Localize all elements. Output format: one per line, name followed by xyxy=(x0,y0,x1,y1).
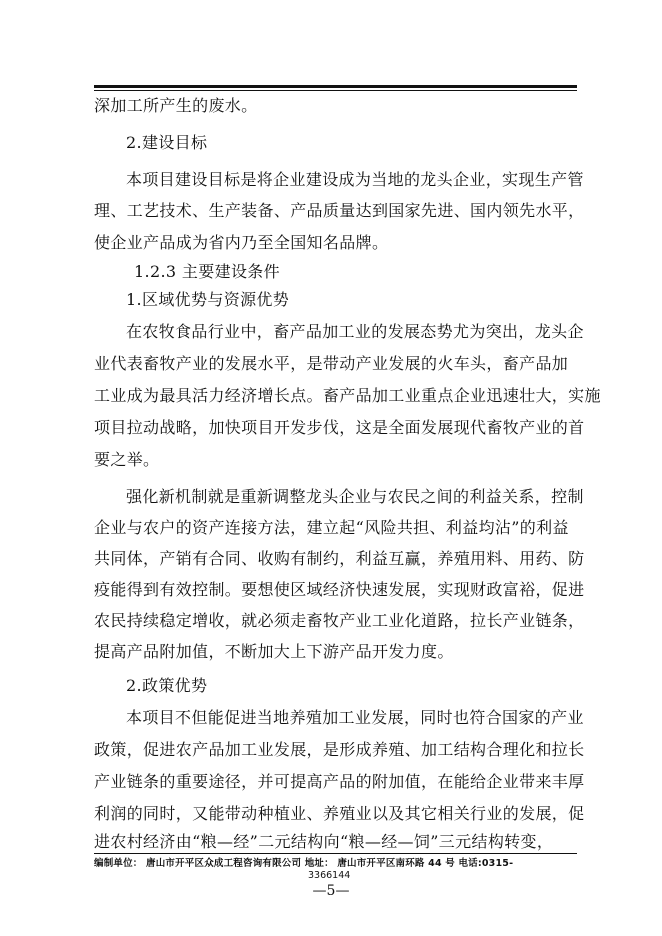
text-line: 使企业产品成为省内乃至全国知名品牌。 xyxy=(94,233,389,252)
text-line: 政策，促进农产品加工业发展，是形成养殖、加工结构合理化和拉长 xyxy=(94,740,585,759)
text-line: 理、工艺技术、生产装备、产品质量达到国家先进、国内领先水平， xyxy=(94,201,585,220)
text-line: 要之举。 xyxy=(94,450,160,469)
text-line: 在农牧食品行业中，畜产品加工业的发展态势尤为突出，龙头企 xyxy=(126,322,584,341)
header-rule-thin xyxy=(94,90,577,91)
page-number: —5— xyxy=(312,883,350,899)
text-line: 本项目建设目标是将企业建设成为当地的龙头企业，实现生产管 xyxy=(126,170,584,189)
section-heading: 2.政策优势 xyxy=(126,676,208,695)
subsection-heading: 1.2.3 主要建设条件 xyxy=(134,262,280,281)
text-line: 提高产品附加值，不断加大上下游产品开发力度。 xyxy=(94,642,454,661)
text-line: 深加工所产生的废水。 xyxy=(94,96,258,115)
text-line: 疫能得到有效控制。要想使区域经济快速发展，实现财政富裕，促进 xyxy=(94,580,585,599)
text-line: 企业与农户的资产连接方法，建立起“风险共担、利益均沾”的利益 xyxy=(94,518,569,537)
text-line: 工业成为最具活力经济增长点。畜产品加工业重点企业迅速壮大，实施 xyxy=(94,386,601,405)
section-heading: 1.区域优势与资源优势 xyxy=(126,290,290,309)
text-line: 强化新机制就是重新调整龙头企业与农民之间的利益关系，控制 xyxy=(126,487,584,506)
text-line: 项目拉动战略，加快项目开发步伐，这是全面发展现代畜牧产业的首 xyxy=(94,418,585,437)
footer-info: 编制单位： 唐山市开平区众成工程咨询有限公司 地址： 唐山市开平区南环路 44 号 电话:0315- xyxy=(94,858,514,869)
text-line: 利润的同时，又能带动种植业、养殖业以及其它相关行业的发展，促 xyxy=(94,804,585,823)
text-line: 产业链条的重要途径，并可提高产品的附加值，在能给企业带来丰厚 xyxy=(94,772,585,791)
header-rule-thick xyxy=(94,85,577,88)
section-heading: 2.建设目标 xyxy=(126,133,208,152)
text-line: 业代表畜牧产业的发展水平，是带动产业发展的火车头，畜产品加 xyxy=(94,354,569,373)
text-line: 本项目不但能促进当地养殖加工业发展，同时也符合国家的产业 xyxy=(126,708,584,727)
text-line: 农民持续稳定增收，就必须走畜牧产业工业化道路，拉长产业链条， xyxy=(94,611,585,630)
footer-phone-cont: 3366144 xyxy=(308,870,351,881)
text-line: 共同体，产销有合同、收购有制约，利益互赢，养殖用料、用药、防 xyxy=(94,549,585,568)
text-line: 进农村经济由“粮—经”二元结构向“粮—经—饲”三元结构转变， xyxy=(94,832,554,851)
footer-rule xyxy=(94,853,577,854)
